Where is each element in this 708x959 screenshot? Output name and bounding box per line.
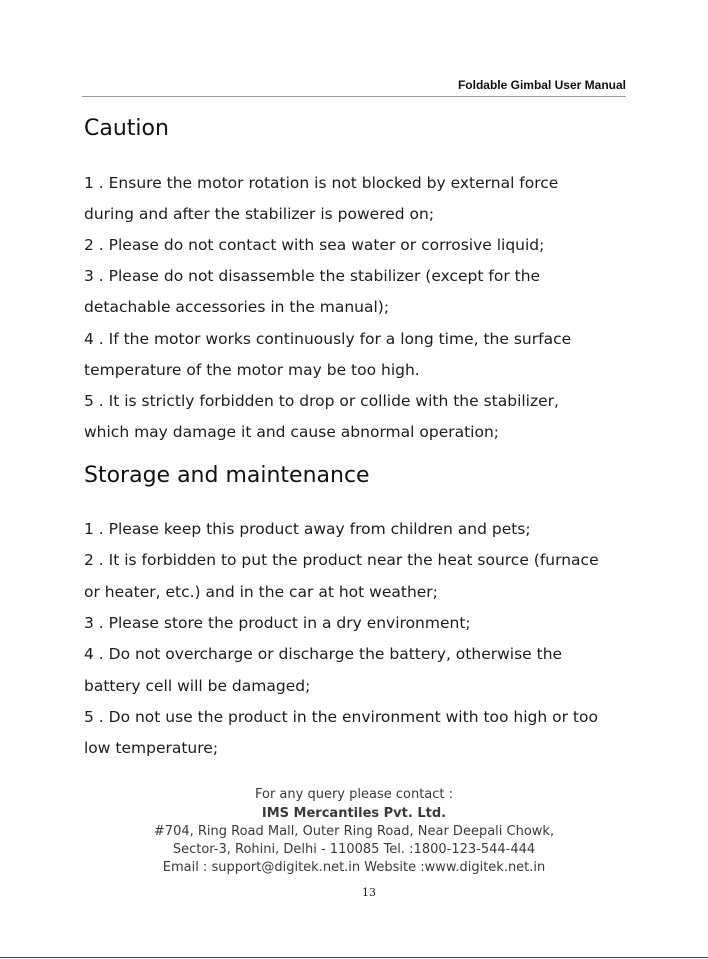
storage-line: battery cell will be damaged; (84, 677, 311, 695)
footer-address-line: Sector-3, Rohini, Delhi - 110085 Tel. :1800-123-544-444 (172, 842, 536, 857)
footer-company-name: IMS Mercantiles Pvt. Ltd. (261, 806, 447, 821)
storage-line: 1 . Please keep this product away from children and pets; (84, 520, 531, 538)
caution-heading: Caution (84, 116, 169, 141)
caution-line: 4 . If the motor works continuously for a long time, the surface (84, 330, 572, 348)
manual-title: Foldable Gimbal User Manual (457, 78, 626, 92)
storage-line: 4 . Do not overcharge or discharge the battery, otherwise the (84, 645, 563, 663)
caution-line: temperature of the motor may be too high. (84, 361, 420, 379)
storage-line: 5 . Do not use the product in the environment with too high or too (84, 708, 598, 726)
caution-line: 5 . It is strictly forbidden to drop or collide with the stabilizer, (84, 392, 559, 410)
caution-line: during and after the stabilizer is powered on; (84, 205, 435, 223)
caution-line: which may damage it and cause abnormal operation; (84, 423, 500, 441)
footer-query-text: For any query please contact : (254, 787, 454, 802)
caution-line: 1 . Ensure the motor rotation is not blocked by external force (84, 174, 559, 192)
header-divider (82, 96, 626, 97)
storage-line: low temperature; (84, 739, 219, 757)
caution-line: 3 . Please do not disassemble the stabilizer (except for the (84, 267, 541, 285)
storage-line: or heater, etc.) and in the car at hot weather; (84, 583, 438, 601)
storage-line: 3 . Please store the product in a dry environment; (84, 614, 471, 632)
caution-line: detachable accessories in the manual); (84, 298, 390, 316)
caution-line: 2 . Please do not contact with sea water or corrosive liquid; (84, 236, 545, 254)
footer-contact-line: Email : support@digitek.net.in Website :www.digitek.net.in (162, 860, 546, 875)
page-number: 13 (362, 886, 376, 899)
storage-line: 2 . It is forbidden to put the product near the heat source (furnace (84, 551, 599, 569)
footer-address-line: #704, Ring Road Mall, Outer Ring Road, Near Deepali Chowk, (153, 824, 555, 839)
storage-heading: Storage and maintenance (84, 463, 370, 488)
page-bottom-border (0, 957, 708, 958)
